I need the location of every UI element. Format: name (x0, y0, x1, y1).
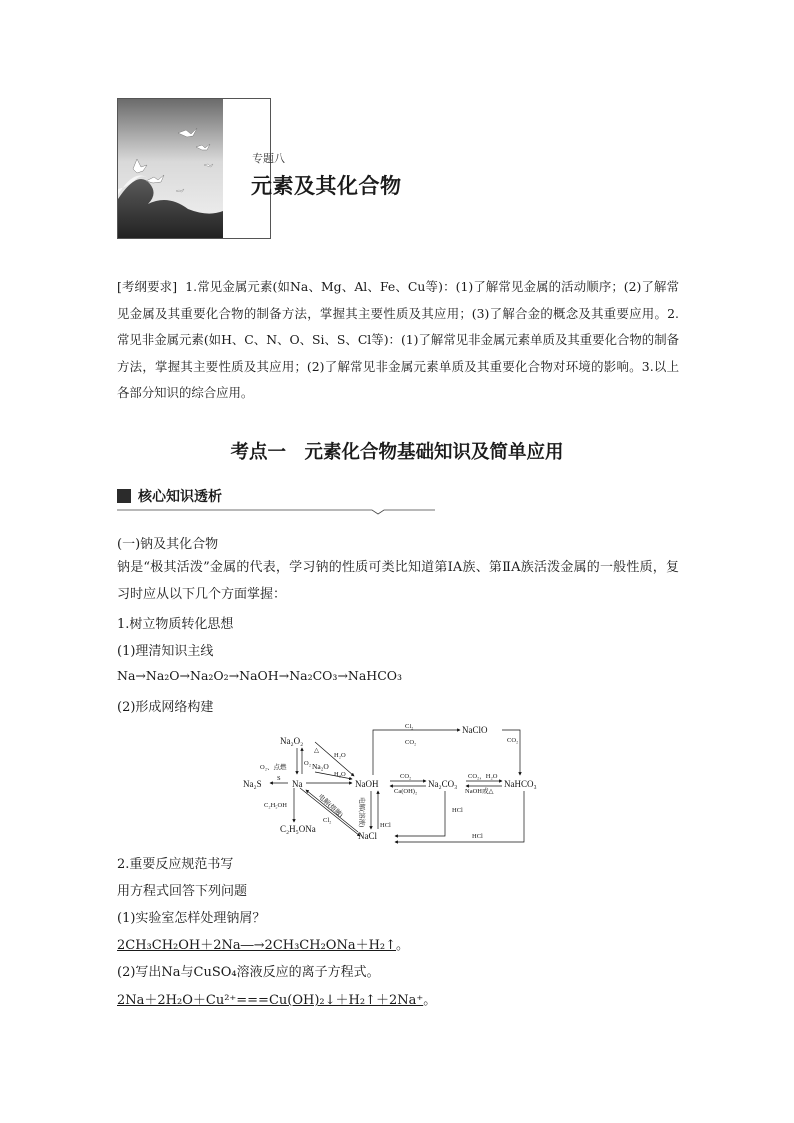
knowledge-chain (117, 668, 402, 683)
heading-square-icon (117, 489, 131, 503)
label-co2-mid: CO₂ (400, 773, 412, 780)
syllabus-requirements (117, 274, 679, 407)
node-c2h5ona: C₂H₅ONa (280, 824, 316, 834)
node-nahco3: NaHCO₃ (504, 779, 537, 789)
node-na2o2: Na₂O₂ (280, 736, 304, 746)
answer-2-period: 。 (423, 993, 437, 1008)
label-co2-h2o: CO₂，H₂O (468, 773, 498, 780)
point-1-2: (2)形成网络构建 (117, 700, 214, 715)
label-co2-naclo: CO₂ (507, 737, 519, 744)
label-h2o-2: H₂O (334, 771, 346, 778)
node-naoh: NaOH (355, 779, 379, 789)
requirements-tag: [考纲要求] (117, 279, 178, 294)
node-na2o: Na₂O (312, 762, 329, 771)
label-o2: O₂ (304, 760, 311, 767)
point-1: 1.树立物质转化思想 (117, 617, 234, 632)
label-cl2-low: Cl₂ (323, 817, 332, 824)
subsection-title: (一)钠及其化合物 (117, 537, 219, 552)
seagull-wave-image (118, 99, 223, 238)
answer-2 (117, 989, 436, 1008)
chain-na2co3: Na₂CO₃ (289, 668, 338, 683)
chain-naoh: NaOH (239, 668, 279, 683)
label-hcl-3: HCl (472, 833, 483, 840)
node-nacl: NaCl (358, 831, 377, 841)
answer-1-equation: 2CH₃CH₂OH＋2Na―→2CH₃CH₂ONa＋H₂↑ (117, 938, 397, 953)
section-title: 考点一 元素化合物基础知识及简单应用 (230, 442, 564, 463)
intro-paragraph: 钠是“极其活泼”金属的代表，学习钠的性质可类比知道第ⅠA族、第ⅡA族活泼金属的一般性质，复习时应从以下几个方面掌握： (117, 560, 679, 602)
chain-arrow: → (278, 668, 290, 683)
label-h2o-1: H₂O (334, 752, 346, 759)
requirements-text: 1.常见金属元素(如Na、Mg、Al、Fe、Cu等)：(1)了解常见金属的活动顺序；(2)了解常见金属及其重要化合物的制备方法，掌握其主要性质及其应用；(3)了解合金的概念及其重要应用。2.常见非金属元素(如H、C、N、O、Si、S、Cl等)：(1)了解常见非金属元素单质及其重要化合物的制备方法，掌握其主要性质及其应用；(2)了解常见非金属元素单质及其重要化合物对环境的影响。3.以上各部分知识的综合应用。 (117, 279, 679, 400)
label-hcl-2: HCl (452, 807, 463, 814)
node-na: Na (292, 779, 303, 789)
chain-arrow: → (228, 668, 240, 683)
label-electrolysis-melt: 电解(熔融) (316, 793, 344, 819)
sodium-reaction-network (240, 724, 560, 846)
node-na2co3: Na₂CO₃ (428, 779, 458, 789)
core-knowledge-title: 核心知识透析 (138, 489, 222, 505)
chain-na2o: Na₂O (145, 668, 180, 683)
question-1: (1)实验室怎样处理钠屑？ (117, 911, 266, 926)
label-naoh-or-heat: NaOH或△ (465, 788, 494, 795)
label-cl2-top: Cl₂ (405, 724, 414, 730)
label-caoh2: Ca(OH)₂ (394, 788, 418, 795)
question-2: (2)写出Na与CuSO₄溶液反应的离子方程式。 (117, 965, 380, 980)
topic-title: 元素及其化合物 (251, 174, 402, 198)
topic-label: 专题八 (252, 152, 285, 165)
core-knowledge-heading (117, 486, 437, 512)
label-electrolysis-solution: 电解(溶液) (358, 797, 365, 828)
chain-arrow: → (337, 668, 348, 683)
node-na2s: Na₂S (243, 779, 262, 789)
answer-1-period: 。 (396, 938, 410, 953)
chain-arrow: → (135, 668, 146, 683)
node-naclo: NaClO (462, 725, 488, 735)
answer-1 (117, 934, 409, 953)
label-co2-top: CO₂ (405, 739, 417, 746)
chain-na: Na (117, 668, 136, 683)
label-c2h5oh: C₂H₅OH (264, 802, 287, 809)
answer-2-equation: 2Na＋2H₂O＋Cu²⁺===Cu(OH)₂↓＋H₂↑＋2Na⁺ (117, 993, 424, 1008)
point-2: 2.重要反应规范书写 (117, 857, 234, 872)
chapter-banner (117, 98, 271, 239)
label-s: S (277, 775, 281, 782)
chain-na2o2: Na₂O₂ (190, 668, 229, 683)
label-o2-ignite: O₂、点燃 (260, 764, 287, 771)
heading-divider (117, 508, 437, 516)
label-hcl-1: HCl (380, 822, 391, 829)
label-delta: △ (314, 747, 319, 754)
chain-arrow: → (179, 668, 191, 683)
chain-nahco3: NaHCO₃ (347, 668, 403, 683)
point-2-intro: 用方程式回答下列问题 (117, 884, 248, 899)
point-1-1: (1)理清知识主线 (117, 644, 214, 659)
